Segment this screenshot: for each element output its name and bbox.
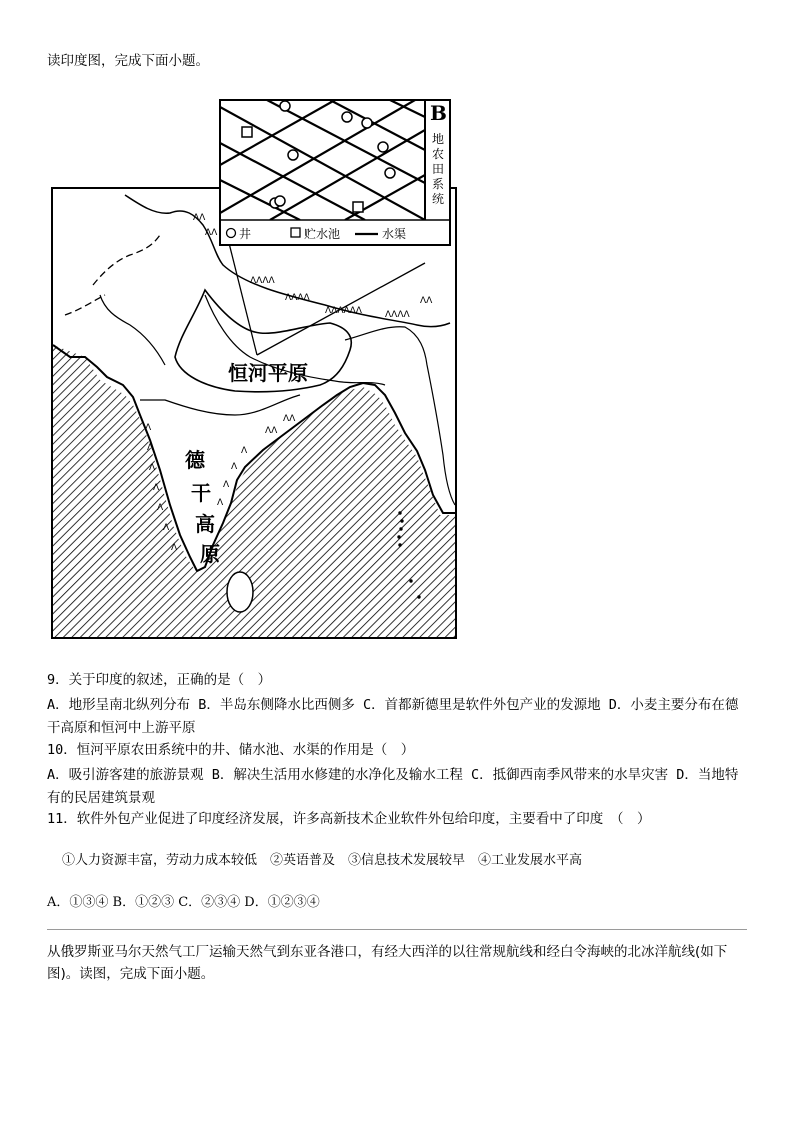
next-section-intro: 从俄罗斯亚马尔天然气工厂运输天然气到东亚各港口，有经大西洋的以往常规航线和经白令海峡的北冰洋航线(如下图)。读图，完成下面小题。 <box>47 944 728 982</box>
svg-text:ᐱ: ᐱ <box>217 498 224 508</box>
svg-text:ᐱᐱ: ᐱᐱ <box>205 228 218 238</box>
section-divider <box>47 929 747 930</box>
legend-canal-label: 水渠 <box>382 227 407 241</box>
svg-text:ᐱ: ᐱ <box>241 446 248 456</box>
question-9-options: A．地形呈南北纵列分布 B．半岛东侧降水比西侧多 C．首都新德里是软件外包产业的发源地 D．小麦主要分布在德干高原和恒河中上游平原 <box>47 697 739 736</box>
svg-text:ᐱ: ᐱ <box>223 480 230 490</box>
label-ganges-plain: 恒河平原 <box>228 361 308 385</box>
inset-letter: B <box>430 101 447 125</box>
svg-text:ᐱ: ᐱ <box>231 462 238 472</box>
question-11-options: A．①③④ B．①②③ C．②③④ D．①②③④ <box>47 895 320 910</box>
svg-text:ᐱ: ᐱ <box>149 463 156 473</box>
svg-text:ᐱ: ᐱ <box>157 503 164 513</box>
legend-reservoir-label: 贮水池 <box>304 227 341 241</box>
question-11-stem: 11．软件外包产业促进了印度经济发展，许多高新技术企业软件外包给印度，主要看中了印度 （ ） <box>47 811 651 827</box>
svg-text:ᐱᐱᐱᐱ: ᐱᐱᐱᐱ <box>250 276 275 286</box>
svg-text:ᐱᐱᐱᐱᐱᐱ: ᐱᐱᐱᐱᐱᐱ <box>325 306 362 316</box>
svg-text:ᐱ: ᐱ <box>145 423 152 433</box>
svg-text:ᐱᐱ: ᐱᐱ <box>265 426 278 436</box>
svg-text:ᐱ: ᐱ <box>171 543 178 553</box>
well-legend-icon <box>227 229 236 238</box>
svg-text:ᐱ: ᐱ <box>147 443 154 453</box>
legend-well-label: 井 <box>239 227 252 241</box>
svg-text:ᐱ: ᐱ <box>153 483 160 493</box>
svg-text:ᐱᐱᐱᐱ: ᐱᐱᐱᐱ <box>385 310 410 320</box>
svg-text:ᐱᐱ: ᐱᐱ <box>283 414 296 424</box>
svg-text:ᐱᐱ: ᐱᐱ <box>420 296 433 306</box>
question-10-stem: 10．恒河平原农田系统中的井、储水池、水渠的作用是（ ） <box>47 742 415 758</box>
reservoir-legend-icon <box>291 228 300 237</box>
svg-text:ᐱ: ᐱ <box>163 523 170 533</box>
question-9-stem: 9．关于印度的叙述，正确的是（ ） <box>47 672 272 688</box>
farmland-inset <box>220 100 450 245</box>
svg-text:原: 原 <box>200 542 220 566</box>
svg-text:高: 高 <box>195 512 215 536</box>
svg-text:ᐱᐱ: ᐱᐱ <box>193 213 206 223</box>
svg-text:德: 德 <box>185 448 205 472</box>
india-map <box>45 95 465 645</box>
intro-text: 读印度图，完成下面小题。 <box>47 53 209 69</box>
svg-text:ᐱᐱᐱᐱ: ᐱᐱᐱᐱ <box>285 293 310 303</box>
inset-title: 地农田系统 <box>432 132 445 206</box>
question-10-options: A．吸引游客建的旅游景观 B．解决生活用水修建的水净化及输水工程 C．抵御西南季风带来的水旱灾害 D．当地特有的民居建筑景观 <box>47 767 739 806</box>
question-11-items: ①人力资源丰富，劳动力成本较低 ②英语普及 ③信息技术发展较早 ④工业发展水平高 <box>62 853 583 868</box>
svg-text:干: 干 <box>191 481 211 505</box>
